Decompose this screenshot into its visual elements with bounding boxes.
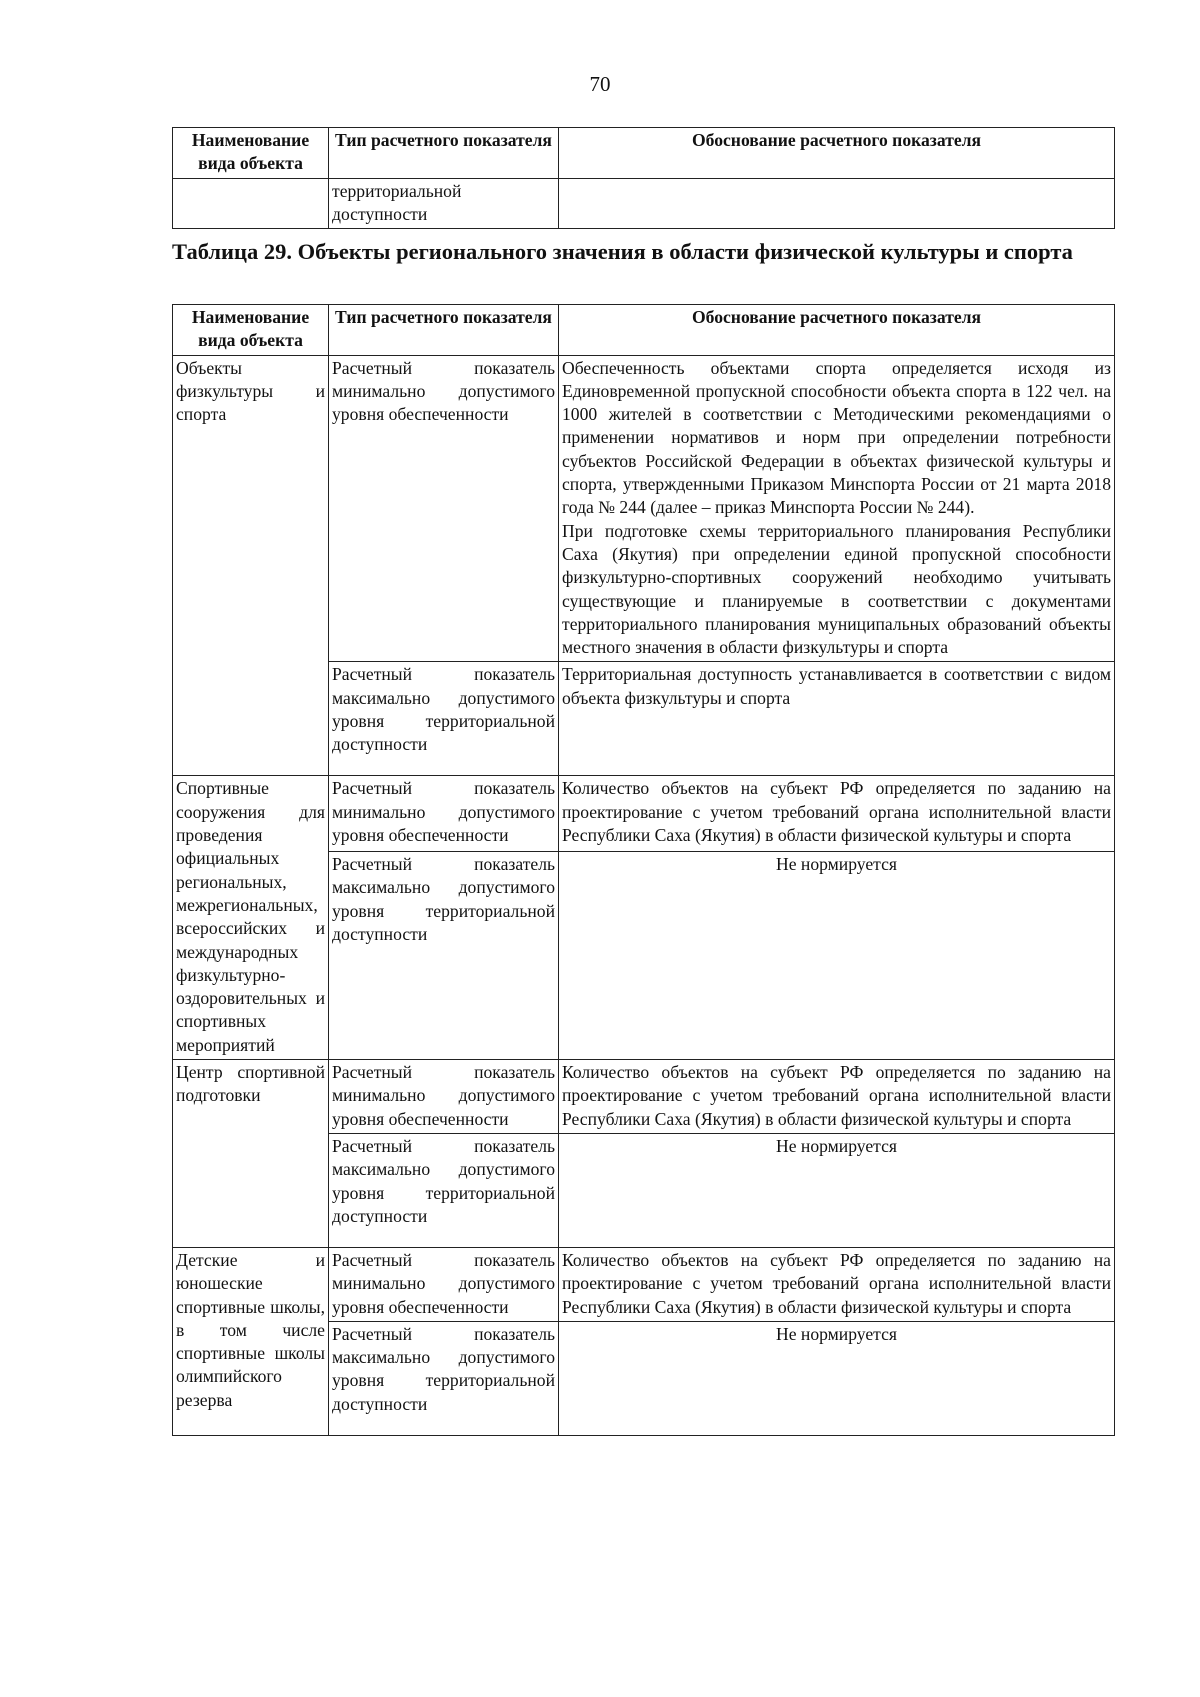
object-name: Центр спортивной подготовки: [173, 1060, 329, 1248]
indicator-basis: [559, 355, 1115, 662]
object-name: Объекты физкультуры и спорта: [173, 355, 329, 776]
header-type: Тип расчетного показателя: [329, 128, 559, 179]
header-name: Наименование вида объекта: [173, 305, 329, 356]
table-header-row: [173, 305, 1115, 356]
indicator-type: Расчетный показатель минимально допустимого уровня обеспеченности: [329, 355, 559, 662]
basis-paragraph: При подготовке схемы территориального планирования Республики Саха (Якутия) при определении единой пропускной способности физкультурно-спортивных сооружений необходимо учитывать существующие и планируемые в соответствии с документами территориального планирования муниципальных образований объекты местного значения в области физкультуры и спорта: [562, 520, 1111, 658]
table-29: [172, 304, 1115, 1436]
header-type: Тип расчетного показателя: [329, 305, 559, 356]
indicator-type: Расчетный показатель максимально допустимого уровня территориальной доступности: [329, 852, 559, 1060]
row-name: [173, 178, 329, 229]
table-header-row: [173, 128, 1115, 179]
indicator-type: Расчетный показатель максимально допустимого уровня территориальной доступности: [329, 1133, 559, 1247]
table-row: [173, 1060, 1115, 1134]
indicator-type: Расчетный показатель максимально допустимого уровня территориальной доступности: [329, 662, 559, 776]
indicator-basis: Количество объектов на субъект РФ определяется по заданию на проектирование с учетом требований органа исполнительной власти Республики Саха (Якутия) в области физической культуры и спорта: [559, 776, 1115, 852]
object-name: Спортивные сооружения для проведения официальных региональных, межрегиональных, всероссийских и международных физкультурно-оздоровительных и спортивных мероприятий: [173, 776, 329, 1060]
indicator-basis: Количество объектов на субъект РФ определяется по заданию на проектирование с учетом требований органа исполнительной власти Республики Саха (Якутия) в области физической культуры и спорта: [559, 1060, 1115, 1134]
object-name: Детские и юношеские спортивные школы, в том числе спортивные школы олимпийского резерва: [173, 1247, 329, 1435]
table-row: [173, 355, 1115, 662]
indicator-type: Расчетный показатель максимально допустимого уровня территориальной доступности: [329, 1321, 559, 1435]
page-number: 70: [589, 72, 611, 96]
indicator-type: Расчетный показатель минимально допустимого уровня обеспеченности: [329, 1247, 559, 1321]
basis-paragraph: Обеспеченность объектами спорта определяется исходя из Единовременной пропускной способности объекта спорта в 122 чел. на 1000 жителей в соответствии с Методическими рекомендациями о применении нормативов и норм при определении потребности субъектов Российской Федерации в объектах физической культуры и спорта, утвержденными Приказом Минспорта России от 21 марта 2018 года № 244 (далее – приказ Минспорта России № 244).: [562, 357, 1111, 518]
row-type: территориальной доступности: [329, 178, 559, 229]
row-basis: [559, 178, 1115, 229]
table-title: Таблица 29. Объекты регионального значения в области физической культуры и спорта: [172, 239, 1073, 264]
indicator-basis: Не нормируется: [559, 1133, 1115, 1247]
table-row: [173, 178, 1115, 229]
header-basis: Обоснование расчетного показателя: [559, 128, 1115, 179]
indicator-basis: Территориальная доступность устанавливается в соответствии с видом объекта физкультуры и спорта: [559, 662, 1115, 776]
indicator-basis: Не нормируется: [559, 852, 1115, 1060]
header-basis: Обоснование расчетного показателя: [559, 305, 1115, 356]
indicator-type: Расчетный показатель минимально допустимого уровня обеспеченности: [329, 776, 559, 852]
indicator-basis: Количество объектов на субъект РФ определяется по заданию на проектирование с учетом требований органа исполнительной власти Республики Саха (Якутия) в области физической культуры и спорта: [559, 1247, 1115, 1321]
header-name: Наименование вида объекта: [173, 128, 329, 179]
table-row: [173, 1247, 1115, 1321]
indicator-type: Расчетный показатель минимально допустимого уровня обеспеченности: [329, 1060, 559, 1134]
indicator-basis: Не нормируется: [559, 1321, 1115, 1435]
table-row: [173, 776, 1115, 852]
continuation-table: [172, 127, 1115, 229]
